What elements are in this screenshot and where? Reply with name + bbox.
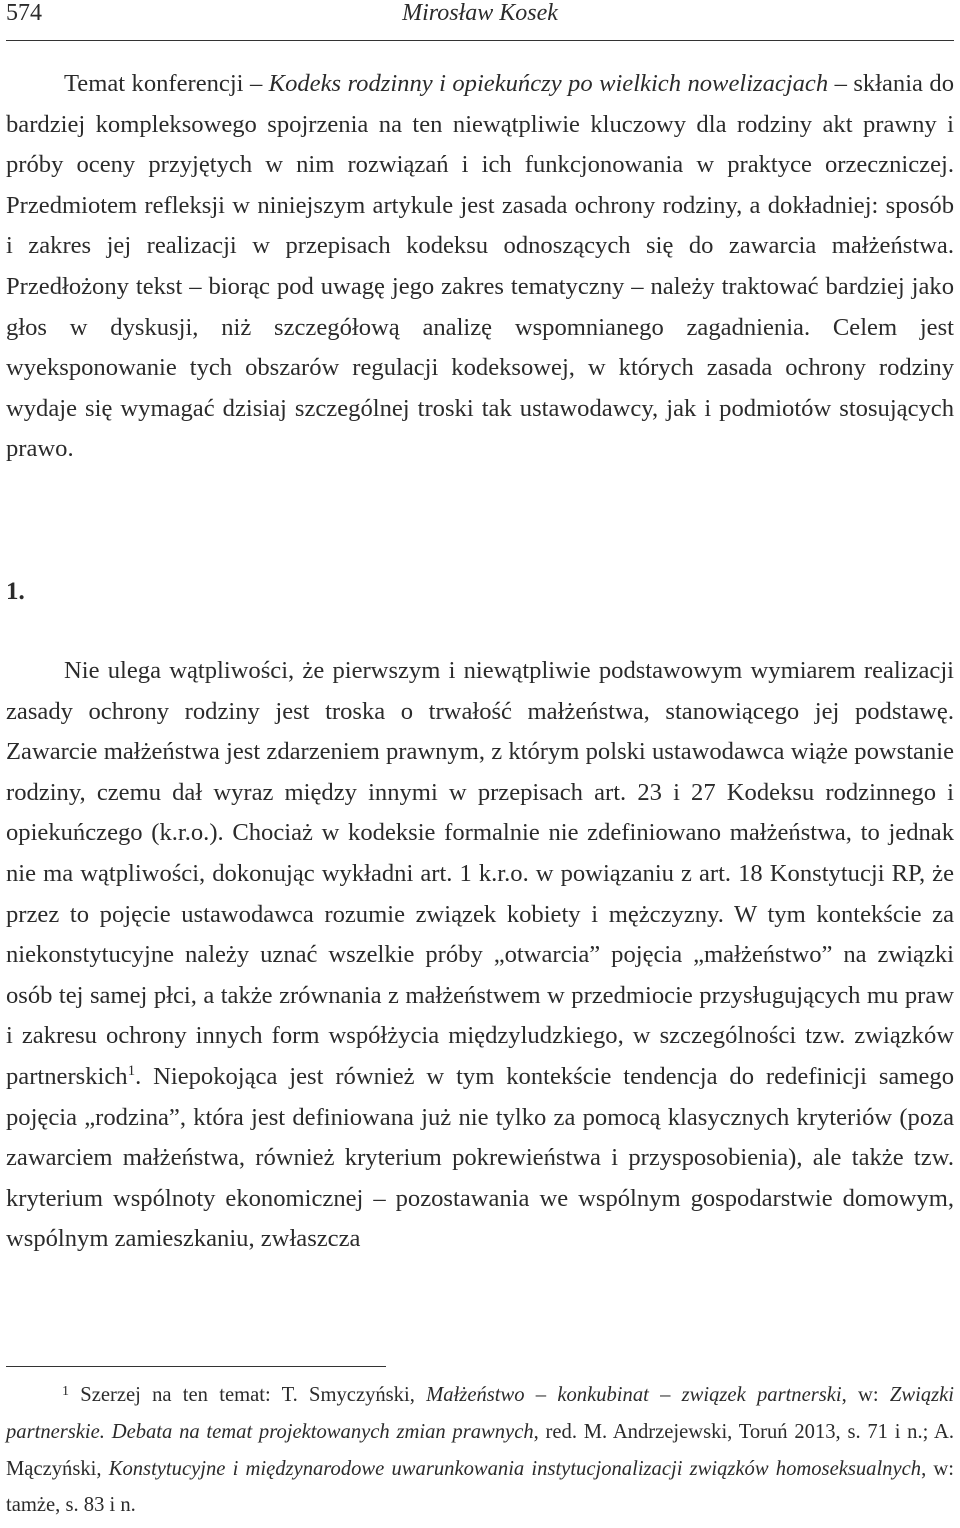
running-head-author: Mirosław Kosek (402, 0, 558, 26)
footnote-text-2: , w: (841, 1384, 890, 1406)
section-text-2: . Niepokojąca jest również w tym kontekście tendencja do redefinicji samego pojęcia „rodzina”, która jest definiowana już nie tylko za pomocą klasycznych kryteriów (poza zawarciem małżeństwa, również kryterium pokrewieństwa i przysposobienia), ale także tzw. kryterium wspólnoty ekonomicznej – pozostawania we wspólnym gospodarstwie domowym, wspólnym zamieszkaniu, zwłaszcza (6, 1062, 954, 1253)
footnote-title-2: Związki partnerskie. Debata na temat projektowanych zmian prawnych (6, 1384, 954, 1443)
header-rule (6, 40, 954, 41)
footnote-title-1: Małżeństwo – konkubinat – związek partnerski (426, 1384, 842, 1406)
footnote-text-4: , w: tamże, s. 83 i n. (6, 1457, 955, 1517)
page-header (6, 0, 954, 38)
intro-text-2: – skłania do bardziej kompleksowego spojrzenia na ten niewątpliwie kluczowy dla rodziny akt prawny i próby oceny przyjętych w nim rozwiązań i ich funkcjonowania w praktyce orzeczniczej. Przedmiotem refleksji w niniejszym artykule jest zasada ochrony rodziny, a dokładniej: sposób i zakres jej realizacji w przepisach kodeksu odnoszących się do zawarcia małżeństwa. Przedłożony tekst – biorąc pod uwagę jego zakres tematyczny – należy traktować bardziej jako głos w dyskusji, niż szczegółową analizę wspomnianego zagadnienia. Celem jest wyeksponowanie tych obszarów regulacji kodeksowej, w których zasada ochrony rodziny wydaje się wymagać dzisiaj szczególnej troski tak ustawodawcy, jak i podmiotów stosujących prawo. (6, 70, 954, 463)
conference-title: Kodeks rodzinny i opiekuńczy po wielkich nowelizacjach (268, 70, 829, 97)
footnote-1 (6, 1374, 954, 1524)
footnote-text-3: , red. M. Andrzejewski, Toruń 2013, s. 71 i n.; A. Mączyński, (6, 1420, 954, 1480)
section-1-paragraph (6, 651, 954, 1260)
footnote-title-3: Konstytucyjne i międzynarodowe uwarunkowania instytucjonalizacji związków homoseksualnych (108, 1457, 922, 1480)
intro-text-1: Temat konferencji – (64, 70, 269, 97)
intro-paragraph (6, 64, 954, 470)
page-number: 574 (6, 0, 42, 26)
footnote-reference[interactable]: 1 (127, 1062, 136, 1079)
section-number: 1. (6, 578, 25, 605)
footnote-mark: 1 (62, 1384, 69, 1399)
footnote-rule (6, 1366, 386, 1367)
section-text-1: Nie ulega wątpliwości, że pierwszym i niewątpliwie podstawowym wymiarem realizacji zasady ochrony rodziny jest troska o trwałość małżeństwa, stanowiącego jej podstawę. Zawarcie małżeństwa jest zdarzeniem prawnym, z którym polski ustawodawca wiąże powstanie rodziny, czemu dał wyraz między innymi w przepisach art. 23 i 27 Kodeksu rodzinnego i opiekuńczego (k.r.o.). Chociaż w kodeksie formalnie nie zdefiniowano małżeństwa, to jednak nie ma wątpliwości, dokonując wykładni art. 1 k.r.o. w powiązaniu z art. 18 Konstytucji RP, że przez to pojęcie ustawodawca rozumie związek kobiety i mężczyzny. W tym kontekście za niekonstytucyjne należy uznać wszelkie próby „otwarcia” pojęcia „małżeństwo” na związki osób tej samej płci, a także zrównania z małżeństwem w przedmiocie przysługujących mu praw i zakresu ochrony innych form współżycia międzyludzkiego, w szczególności tzw. związków partnerskich (6, 657, 954, 1090)
footnote-text-1: Szerzej na ten temat: T. Smyczyński, (69, 1384, 427, 1406)
